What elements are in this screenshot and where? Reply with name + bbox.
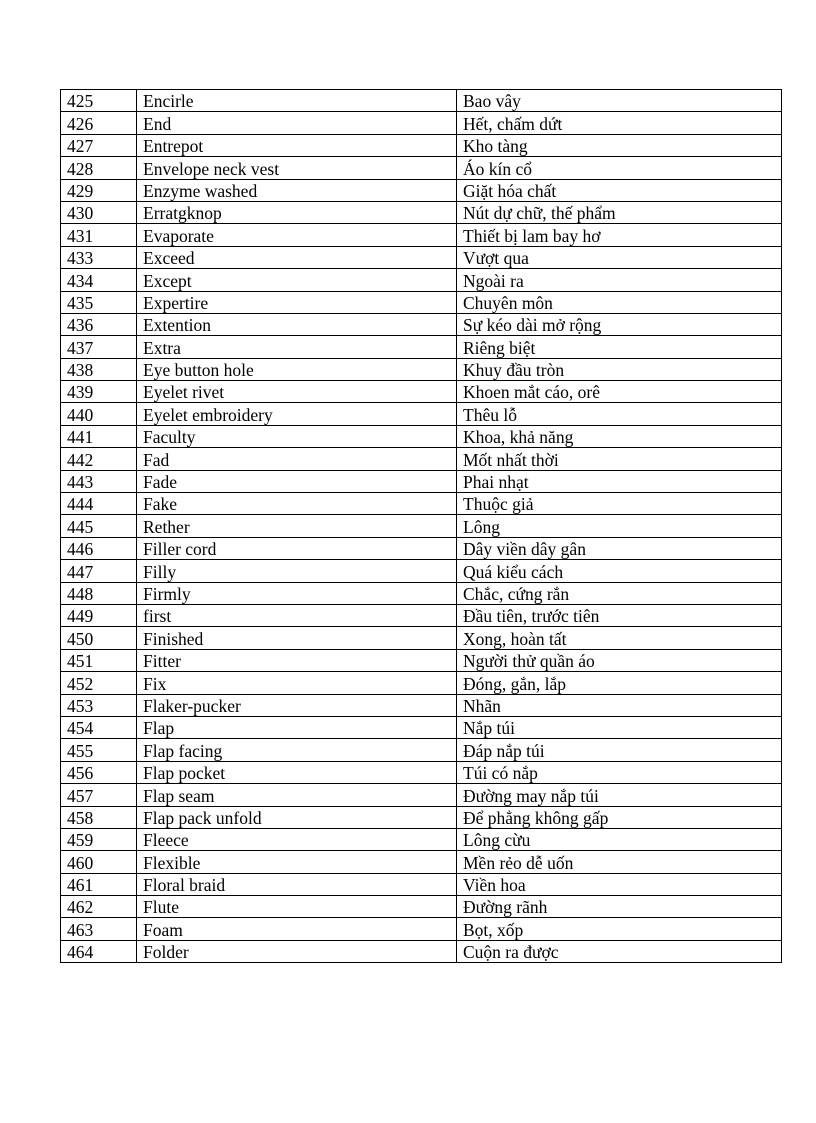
table-row xyxy=(61,179,782,201)
table-row xyxy=(61,649,782,671)
english-term-cell: Eye button hole xyxy=(137,358,457,380)
english-term-cell: Floral braid xyxy=(137,873,457,895)
english-term-cell: Extra xyxy=(137,336,457,358)
row-number-cell: 449 xyxy=(61,604,137,626)
row-number-cell: 458 xyxy=(61,806,137,828)
english-term-cell: Finished xyxy=(137,627,457,649)
row-number-cell: 434 xyxy=(61,269,137,291)
vietnamese-term-cell: Áo kín cổ xyxy=(457,157,782,179)
row-number-cell: 447 xyxy=(61,560,137,582)
english-term-cell: Evaporate xyxy=(137,224,457,246)
english-term-cell: Filly xyxy=(137,560,457,582)
row-number-cell: 444 xyxy=(61,493,137,515)
english-term-cell: Flute xyxy=(137,896,457,918)
table-row xyxy=(61,896,782,918)
row-number-cell: 462 xyxy=(61,896,137,918)
table-row xyxy=(61,134,782,156)
vietnamese-term-cell: Khoen mắt cáo, orê xyxy=(457,381,782,403)
english-term-cell: Erratgknop xyxy=(137,201,457,223)
row-number-cell: 445 xyxy=(61,515,137,537)
table-row xyxy=(61,448,782,470)
vietnamese-term-cell: Túi có nắp xyxy=(457,761,782,783)
table-row xyxy=(61,291,782,313)
table-row xyxy=(61,493,782,515)
table-row xyxy=(61,90,782,112)
table-row xyxy=(61,358,782,380)
row-number-cell: 436 xyxy=(61,313,137,335)
english-term-cell: Except xyxy=(137,269,457,291)
row-number-cell: 431 xyxy=(61,224,137,246)
vietnamese-term-cell: Nút dự chữ, thế phẩm xyxy=(457,201,782,223)
english-term-cell: Envelope neck vest xyxy=(137,157,457,179)
english-term-cell: Faculty xyxy=(137,425,457,447)
row-number-cell: 457 xyxy=(61,784,137,806)
row-number-cell: 451 xyxy=(61,649,137,671)
vietnamese-term-cell: Đường rãnh xyxy=(457,896,782,918)
english-term-cell: Extention xyxy=(137,313,457,335)
row-number-cell: 435 xyxy=(61,291,137,313)
english-term-cell: Rether xyxy=(137,515,457,537)
vietnamese-term-cell: Phai nhạt xyxy=(457,470,782,492)
table-row xyxy=(61,470,782,492)
row-number-cell: 440 xyxy=(61,403,137,425)
vietnamese-term-cell: Nắp túi xyxy=(457,716,782,738)
glossary-table xyxy=(60,89,782,963)
english-term-cell: Flexible xyxy=(137,851,457,873)
table-row xyxy=(61,873,782,895)
table-row xyxy=(61,425,782,447)
vietnamese-term-cell: Chắc, cứng rắn xyxy=(457,582,782,604)
table-row xyxy=(61,157,782,179)
english-term-cell: Fleece xyxy=(137,828,457,850)
vietnamese-term-cell: Cuộn ra được xyxy=(457,940,782,962)
vietnamese-term-cell: Viền hoa xyxy=(457,873,782,895)
english-term-cell: Eyelet rivet xyxy=(137,381,457,403)
vietnamese-term-cell: Kho tàng xyxy=(457,134,782,156)
table-row xyxy=(61,224,782,246)
vietnamese-term-cell: Ngoài ra xyxy=(457,269,782,291)
row-number-cell: 453 xyxy=(61,694,137,716)
english-term-cell: Expertire xyxy=(137,291,457,313)
row-number-cell: 461 xyxy=(61,873,137,895)
english-term-cell: first xyxy=(137,604,457,626)
table-row xyxy=(61,672,782,694)
english-term-cell: Fad xyxy=(137,448,457,470)
row-number-cell: 442 xyxy=(61,448,137,470)
vietnamese-term-cell: Đầu tiên, trước tiên xyxy=(457,604,782,626)
vietnamese-term-cell: Sự kéo dài mở rộng xyxy=(457,313,782,335)
vietnamese-term-cell: Hết, chấm dứt xyxy=(457,112,782,134)
table-row xyxy=(61,627,782,649)
vietnamese-term-cell: Bao vây xyxy=(457,90,782,112)
vietnamese-term-cell: Thêu lỗ xyxy=(457,403,782,425)
row-number-cell: 425 xyxy=(61,90,137,112)
english-term-cell: Fitter xyxy=(137,649,457,671)
row-number-cell: 456 xyxy=(61,761,137,783)
vietnamese-term-cell: Xong, hoàn tất xyxy=(457,627,782,649)
table-row xyxy=(61,403,782,425)
vietnamese-term-cell: Mốt nhất thời xyxy=(457,448,782,470)
vietnamese-term-cell: Chuyên môn xyxy=(457,291,782,313)
row-number-cell: 463 xyxy=(61,918,137,940)
english-term-cell: Entrepot xyxy=(137,134,457,156)
row-number-cell: 426 xyxy=(61,112,137,134)
vietnamese-term-cell: Đường may nắp túi xyxy=(457,784,782,806)
row-number-cell: 443 xyxy=(61,470,137,492)
english-term-cell: End xyxy=(137,112,457,134)
row-number-cell: 430 xyxy=(61,201,137,223)
row-number-cell: 433 xyxy=(61,246,137,268)
vietnamese-term-cell: Dây viền dây gân xyxy=(457,537,782,559)
row-number-cell: 446 xyxy=(61,537,137,559)
vietnamese-term-cell: Khuy đầu tròn xyxy=(457,358,782,380)
row-number-cell: 448 xyxy=(61,582,137,604)
english-term-cell: Flap seam xyxy=(137,784,457,806)
table-row xyxy=(61,784,782,806)
row-number-cell: 429 xyxy=(61,179,137,201)
english-term-cell: Fix xyxy=(137,672,457,694)
vietnamese-term-cell: Quá kiểu cách xyxy=(457,560,782,582)
table-row xyxy=(61,515,782,537)
vietnamese-term-cell: Mền rẻo dễ uốn xyxy=(457,851,782,873)
english-term-cell: Exceed xyxy=(137,246,457,268)
english-term-cell: Flap pocket xyxy=(137,761,457,783)
row-number-cell: 437 xyxy=(61,336,137,358)
row-number-cell: 454 xyxy=(61,716,137,738)
table-row xyxy=(61,112,782,134)
row-number-cell: 450 xyxy=(61,627,137,649)
english-term-cell: Fade xyxy=(137,470,457,492)
table-row xyxy=(61,851,782,873)
row-number-cell: 439 xyxy=(61,381,137,403)
vietnamese-term-cell: Thiết bị lam bay hơ xyxy=(457,224,782,246)
table-row xyxy=(61,716,782,738)
table-row xyxy=(61,246,782,268)
table-row xyxy=(61,694,782,716)
row-number-cell: 441 xyxy=(61,425,137,447)
table-row xyxy=(61,313,782,335)
table-row xyxy=(61,828,782,850)
english-term-cell: Flap facing xyxy=(137,739,457,761)
row-number-cell: 438 xyxy=(61,358,137,380)
row-number-cell: 459 xyxy=(61,828,137,850)
vietnamese-term-cell: Đáp nắp túi xyxy=(457,739,782,761)
table-row xyxy=(61,918,782,940)
english-term-cell: Fake xyxy=(137,493,457,515)
vietnamese-term-cell: Khoa, khả năng xyxy=(457,425,782,447)
table-row xyxy=(61,537,782,559)
table-row xyxy=(61,761,782,783)
vietnamese-term-cell: Đóng, gắn, lắp xyxy=(457,672,782,694)
vietnamese-term-cell: Riêng biệt xyxy=(457,336,782,358)
table-row xyxy=(61,381,782,403)
vietnamese-term-cell: Lông cừu xyxy=(457,828,782,850)
table-row xyxy=(61,806,782,828)
english-term-cell: Flaker-pucker xyxy=(137,694,457,716)
english-term-cell: Eyelet embroidery xyxy=(137,403,457,425)
english-term-cell: Firmly xyxy=(137,582,457,604)
english-term-cell: Folder xyxy=(137,940,457,962)
vietnamese-term-cell: Lông xyxy=(457,515,782,537)
row-number-cell: 460 xyxy=(61,851,137,873)
vietnamese-term-cell: Thuộc giả xyxy=(457,493,782,515)
row-number-cell: 455 xyxy=(61,739,137,761)
english-term-cell: Filler cord xyxy=(137,537,457,559)
table-row xyxy=(61,560,782,582)
table-row xyxy=(61,582,782,604)
vietnamese-term-cell: Giặt hóa chất xyxy=(457,179,782,201)
row-number-cell: 464 xyxy=(61,940,137,962)
table-row xyxy=(61,739,782,761)
table-row xyxy=(61,940,782,962)
row-number-cell: 428 xyxy=(61,157,137,179)
table-row xyxy=(61,336,782,358)
english-term-cell: Enzyme washed xyxy=(137,179,457,201)
glossary-table-body xyxy=(61,90,782,963)
english-term-cell: Encirle xyxy=(137,90,457,112)
vietnamese-term-cell: Nhãn xyxy=(457,694,782,716)
english-term-cell: Flap xyxy=(137,716,457,738)
vietnamese-term-cell: Vượt qua xyxy=(457,246,782,268)
vietnamese-term-cell: Để phẳng không gấp xyxy=(457,806,782,828)
table-row xyxy=(61,604,782,626)
table-row xyxy=(61,269,782,291)
english-term-cell: Flap pack unfold xyxy=(137,806,457,828)
row-number-cell: 427 xyxy=(61,134,137,156)
english-term-cell: Foam xyxy=(137,918,457,940)
row-number-cell: 452 xyxy=(61,672,137,694)
vietnamese-term-cell: Người thử quần áo xyxy=(457,649,782,671)
vietnamese-term-cell: Bọt, xốp xyxy=(457,918,782,940)
table-row xyxy=(61,201,782,223)
